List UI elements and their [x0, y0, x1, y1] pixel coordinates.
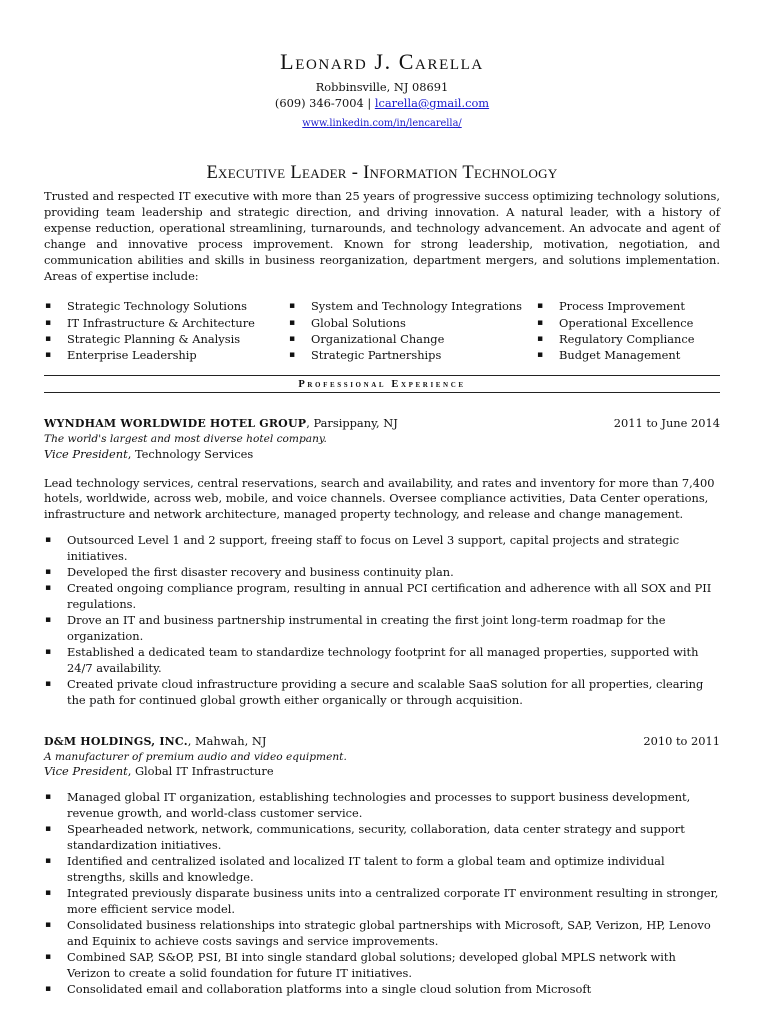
- company-name: WYNDHAM WORLDWIDE HOTEL GROUP: [44, 417, 307, 431]
- bullet-icon: ▪: [45, 984, 52, 995]
- bullet-icon: ▪: [537, 301, 544, 312]
- achievement-item: ▪ Identified and centralized isolated and localized IT talent to form a global team and optimize individual strengths, skills and knowledge.: [45, 854, 665, 885]
- achievement-item: ▪ Developed the first disaster recovery and business continuity plan.: [45, 565, 454, 580]
- company-tagline: The world's largest and most diverse hotel company.: [44, 433, 327, 446]
- resume-page: [44, 48, 720, 997]
- achievement-item: ▪ Consolidated email and collaboration platforms into a single cloud solution from Microsoft: [45, 982, 592, 997]
- bullet-icon: ▪: [45, 679, 52, 690]
- linkedin-link[interactable]: www.linkedin.com/in/lencarella/: [302, 118, 462, 129]
- address: Robbinsville, NJ 08691: [315, 80, 449, 94]
- job-role: [44, 764, 720, 779]
- job-dates: 2010 to 2011: [643, 734, 720, 749]
- achievement-item: ▪ Outsourced Level 1 and 2 support, freeing staff to focus on Level 3 support, capital projects and strategic initiatives.: [45, 533, 680, 564]
- job-title: Vice President: [44, 764, 128, 779]
- linkedin-line: [44, 117, 720, 131]
- bullet-icon: ▪: [537, 317, 544, 328]
- skill-item: ▪ Regulatory Compliance: [537, 331, 695, 346]
- skills-grid: [44, 298, 720, 363]
- skill-item: ▪ Strategic Technology Solutions: [45, 299, 247, 314]
- skill-item: ▪ Organizational Change: [289, 331, 445, 346]
- skill-item: ▪ Process Improvement: [537, 299, 685, 314]
- job-title: Vice President: [44, 446, 128, 461]
- achievement-item: ▪ Created private cloud infrastructure providing a secure and scalable SaaS solution for all properties, clearing the path for continued global growth either organically or through acquisition.: [45, 677, 704, 708]
- bullet-icon: ▪: [45, 647, 52, 658]
- bullet-icon: ▪: [289, 301, 296, 312]
- separator: |: [367, 96, 372, 110]
- email-link[interactable]: lcarella@gmail.com: [374, 96, 490, 110]
- skill-item: ▪ Operational Excellence: [537, 315, 694, 330]
- bullet-icon: ▪: [45, 350, 52, 361]
- company-location: , Mahwah, NJ: [187, 734, 267, 749]
- company-location: , Parsippany, NJ: [306, 416, 398, 431]
- summary-paragraph: Trusted and respected IT executive with more than 25 years of progressive success optimizing technology solutions, providing team leadership and strategic direction, and driving innovation. A natural leader, with a history of expense reduction, operational streamlining, turnarounds, and technology advancement. An advocate and agent of change and innovative process improvement. Known for strong leadership, motivation, negotiation, and communication abilities and skills in business reorganization, department mergers, and solutions implementation. Areas of expertise include:: [44, 189, 720, 283]
- bullet-icon: ▪: [45, 317, 52, 328]
- bullet-icon: ▪: [45, 567, 52, 578]
- job-department: , Technology Services: [127, 446, 254, 461]
- bullet-icon: ▪: [45, 952, 52, 963]
- bullet-icon: ▪: [45, 333, 52, 344]
- phone: (609) 346-7004: [274, 96, 364, 110]
- bullet-icon: ▪: [537, 333, 544, 344]
- skills-column-1: [44, 298, 288, 363]
- job-department: , Global IT Infrastructure: [127, 764, 274, 779]
- company-name: D&M HOLDINGS, INC.: [44, 735, 188, 749]
- job-role: [44, 447, 720, 462]
- skills-column-2: [288, 298, 536, 363]
- achievement-item: ▪ Consolidated business relationships into strategic global partnerships with Microsoft, SAP, Verizon, HP, Lenovo and Equinix to achieve costs savings and service improvements.: [45, 918, 711, 949]
- headline: Executive Leader - Information Technology: [206, 163, 558, 183]
- skill-item: ▪ Global Solutions: [289, 315, 406, 330]
- job-header: [44, 733, 720, 750]
- skills-column-3: [536, 298, 720, 363]
- contact-block: [44, 79, 720, 111]
- job-summary: Lead technology services, central reservations, search and availability, and rates and inventory for more than 7,400 hotels, worldwide, across web, mobile, and voice channels. Oversee compliance activities, Data Center operations, infrastructure and network architecture, managed property technology, and release and change management.: [44, 475, 715, 522]
- bullet-icon: ▪: [45, 888, 52, 899]
- skill-item: ▪ Strategic Planning & Analysis: [45, 331, 241, 346]
- bullet-icon: ▪: [45, 792, 52, 803]
- bullet-icon: ▪: [289, 317, 296, 328]
- bullet-icon: ▪: [289, 350, 296, 361]
- section-title: Professional Experience: [298, 378, 466, 390]
- achievement-item: ▪ Managed global IT organization, establishing technologies and processes to support business development, revenue growth, and world-class customer service.: [45, 790, 691, 821]
- candidate-name: Leonard J. Carella: [280, 49, 484, 74]
- achievement-item: ▪ Created ongoing compliance program, resulting in annual PCI certification and adherence with all SOX and PII regulations.: [45, 581, 712, 612]
- phone-email-line: [44, 95, 720, 111]
- section-header-experience: [44, 375, 720, 393]
- bullet-icon: ▪: [45, 856, 52, 867]
- bullet-icon: ▪: [537, 350, 544, 361]
- bullet-icon: ▪: [45, 824, 52, 835]
- bullet-icon: ▪: [45, 583, 52, 594]
- bullet-icon: ▪: [45, 301, 52, 312]
- bullet-icon: ▪: [45, 535, 52, 546]
- bullet-icon: ▪: [289, 333, 296, 344]
- achievement-list: [44, 532, 720, 708]
- job-entry: [44, 733, 720, 997]
- skill-item: ▪ Budget Management: [537, 348, 681, 363]
- skill-item: ▪ Strategic Partnerships: [289, 348, 442, 363]
- job-dates: 2011 to June 2014: [613, 416, 720, 431]
- job-entry: [44, 415, 720, 708]
- bullet-icon: ▪: [45, 920, 52, 931]
- achievement-item: ▪ Combined SAP, S&OP, PSI, BI into single standard global solutions; developed global MPLS network with Verizon to create a solid foundation for future IT initiatives.: [45, 950, 676, 981]
- company-tagline: A manufacturer of premium audio and video equipment.: [44, 751, 347, 764]
- achievement-item: ▪ Established a dedicated team to standardize technology footprint for all managed properties, supported with 24/7 availability.: [45, 645, 699, 676]
- achievement-item: ▪ Integrated previously disparate business units into a centralized corporate IT environment resulting in stronger, more efficient service model.: [45, 886, 719, 917]
- achievement-list: [44, 789, 720, 997]
- skill-item: ▪ IT Infrastructure & Architecture: [45, 315, 255, 330]
- achievement-item: ▪ Spearheaded network, network, communications, security, collaboration, data center strategy and support standardization initiatives.: [45, 822, 685, 853]
- bullet-icon: ▪: [45, 615, 52, 626]
- skill-item: ▪ Enterprise Leadership: [45, 348, 197, 363]
- achievement-item: ▪ Drove an IT and business partnership instrumental in creating the first joint long-term roadmap for the organization.: [45, 613, 666, 644]
- job-header: [44, 415, 720, 432]
- skill-item: ▪ System and Technology Integrations: [289, 299, 523, 314]
